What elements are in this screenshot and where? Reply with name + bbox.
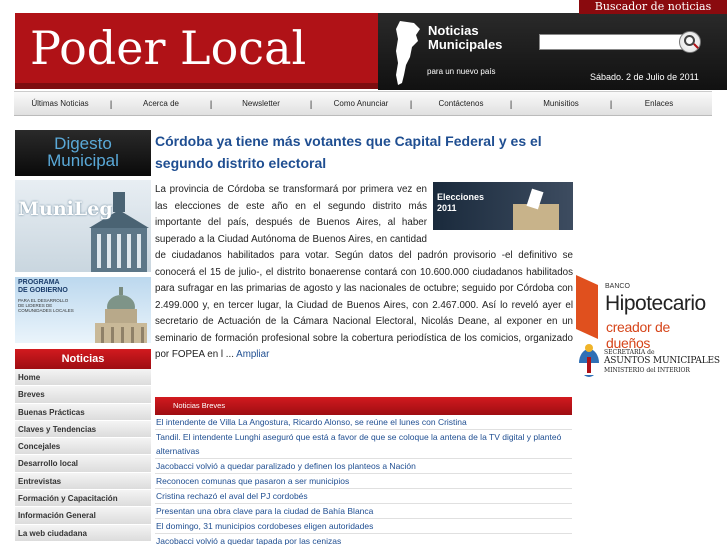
programa-sub-line3: COMUNIDADES LOCALES bbox=[18, 308, 74, 313]
banco-hipotecario-logo-icon bbox=[576, 275, 598, 339]
secretaria-asuntos-municipales-ad[interactable] bbox=[576, 343, 720, 383]
elecciones-image[interactable] bbox=[433, 182, 573, 230]
list-item[interactable]: Jacobacci volvió a quedar tapada por las cenizas bbox=[155, 534, 572, 545]
nav-acerca-de[interactable]: Acerca de bbox=[142, 99, 180, 108]
noticias-line2: Municipales bbox=[428, 37, 503, 52]
nav-como-anunciar[interactable]: Como Anunciar bbox=[333, 99, 389, 108]
current-date: Sábado. 2 de Julio de 2011 bbox=[590, 72, 699, 82]
programa-title-line2: DE GOBIERNO bbox=[18, 287, 68, 294]
argentina-map-icon bbox=[392, 19, 426, 87]
list-item[interactable]: Cristina rechazó el aval del PJ cordobés bbox=[155, 489, 572, 504]
nav-contactenos[interactable]: Contáctenos bbox=[438, 99, 484, 108]
noticias-municipales-title bbox=[428, 24, 502, 52]
nav-separator: | bbox=[309, 98, 313, 109]
nav-separator: | bbox=[209, 98, 213, 109]
noticias-breves-list bbox=[155, 415, 572, 545]
logo-text: Poder Local bbox=[30, 21, 307, 75]
list-item[interactable]: Presentan una obra clave para la ciudad de Bahía Blanca bbox=[155, 504, 572, 519]
noticias-breves-header: Noticias Breves bbox=[155, 397, 572, 415]
site-header bbox=[0, 0, 727, 90]
banco-hipotecario-ad[interactable] bbox=[576, 275, 712, 351]
list-item[interactable]: Jacobacci volvió a quedar paralizado y definen los planteos a Nación bbox=[155, 459, 572, 474]
article-body: La provincia de Córdoba se transformará por primera vez en las elecciones de este año en el segundo distrito más importante del país, después de Buenos Aires, al haber superado a la Ciudad Autónoma de Buenos Aires, en cantidad de ciudadanos habilitados para votar. Según datos del padrón provisorio -el definitivo se conocerá el 15 de julio-, el distrito bonaerense contará con 10.600.000 ciudadanos habilitados para sufragar en las primarias de agosto y las nacionales de octubre; seguido por Córdoba con 2.499.000 y, en tercer lugar, la Ciudad de Buenos Aires, con 2.467.000. Así lo reveló ayer el secretario de Actuación de la Cámara Nacional Electoral, Nicolás Deane, al exponer en un seminario de formación profesional sobre la cobertura periodística de los comicios, organizado por FOPEA en l ... bbox=[155, 184, 573, 360]
elecciones-image-text bbox=[437, 192, 484, 214]
nav-newsletter[interactable]: Newsletter bbox=[242, 99, 280, 108]
nav-separator: | bbox=[409, 98, 413, 109]
banco-name: Hipotecario bbox=[605, 292, 706, 315]
noticias-section-header: Noticias bbox=[15, 349, 151, 369]
nav-separator: | bbox=[609, 98, 613, 109]
list-item[interactable]: Tandil. El intendente Lunghi aseguró que está a favor de que se coloque la antena de la TV digital y planteó alternativas bbox=[155, 430, 572, 459]
congress-dome-icon bbox=[93, 287, 149, 343]
secretaria-line3: MINISTERIO del INTERIOR bbox=[604, 367, 690, 374]
elecciones-image-line2: 2011 bbox=[437, 203, 457, 213]
secretaria-line2: ASUNTOS MUNICIPALES bbox=[604, 356, 720, 366]
side-item-buenas-practicas[interactable]: Buenas Prácticas bbox=[15, 404, 151, 421]
noticias-line1: Noticias bbox=[428, 23, 479, 38]
side-menu bbox=[15, 369, 151, 542]
digesto-municipal-banner[interactable] bbox=[15, 130, 151, 176]
side-item-desarrollo-local[interactable]: Desarrollo local bbox=[15, 455, 151, 472]
programa-subtitle bbox=[18, 298, 74, 313]
slogan: para un nuevo país bbox=[427, 67, 496, 76]
main-nav bbox=[14, 91, 712, 116]
programa-gobierno-banner[interactable] bbox=[15, 277, 151, 343]
search-input[interactable] bbox=[539, 34, 687, 50]
site-logo[interactable] bbox=[15, 13, 378, 89]
nav-munisitios[interactable]: Munisitios bbox=[543, 99, 579, 108]
nav-enlaces[interactable]: Enlaces bbox=[644, 99, 674, 108]
programa-title bbox=[18, 279, 68, 295]
elecciones-image-line1: Elecciones bbox=[437, 192, 485, 202]
digesto-line1: Digesto bbox=[54, 134, 112, 153]
digesto-line2: Municipal bbox=[47, 151, 119, 170]
side-item-concejales[interactable]: Concejales bbox=[15, 438, 151, 455]
ampliar-link[interactable]: Ampliar bbox=[236, 349, 270, 360]
side-item-claves-tendencias[interactable]: Claves y Tendencias bbox=[15, 421, 151, 438]
search-icon-handle bbox=[693, 43, 699, 49]
side-item-informacion-general[interactable]: Información General bbox=[15, 507, 151, 524]
argentina-shield-icon bbox=[578, 343, 600, 379]
banco-tagline: creador de dueños bbox=[606, 319, 670, 351]
programa-title-line1: PROGRAMA bbox=[18, 279, 60, 286]
side-item-breves[interactable]: Breves bbox=[15, 386, 151, 403]
nav-separator: | bbox=[109, 98, 113, 109]
side-item-web-ciudadana[interactable]: La web ciudadana bbox=[15, 525, 151, 542]
munileg-title: MuniLeg bbox=[18, 198, 113, 220]
header-banner bbox=[378, 13, 727, 90]
search-button[interactable] bbox=[679, 31, 701, 53]
munileg-banner[interactable] bbox=[15, 180, 151, 272]
list-item[interactable]: El intendente de Villa La Angostura, Ricardo Alonso, se reúne el lunes con Cristina bbox=[155, 415, 572, 430]
side-item-entrevistas[interactable]: Entrevistas bbox=[15, 473, 151, 490]
nav-separator: | bbox=[509, 98, 513, 109]
list-item[interactable]: Reconocen comunas que pasaron a ser municipios bbox=[155, 474, 572, 489]
secretaria-line1: SECRETARÍA de bbox=[604, 349, 655, 356]
article-body-container bbox=[155, 182, 573, 364]
article-headline[interactable]: Córdoba ya tiene más votantes que Capital Federal y es el segundo distrito electoral bbox=[155, 133, 542, 171]
list-item[interactable]: El domingo, 31 municipios cordobeses eligen autoridades bbox=[155, 519, 572, 534]
programa-sub-line1: PARA EL DESARROLLO bbox=[18, 298, 69, 303]
banco-label: BANCO bbox=[605, 283, 630, 290]
search-label: Buscador de noticias bbox=[579, 0, 727, 14]
side-item-formacion[interactable]: Formación y Capacitación bbox=[15, 490, 151, 507]
side-item-home[interactable]: Home bbox=[15, 369, 151, 386]
nav-ultimas-noticias[interactable]: Últimas Noticias bbox=[31, 99, 89, 108]
programa-sub-line2: DE LIDERES DE bbox=[18, 303, 53, 308]
